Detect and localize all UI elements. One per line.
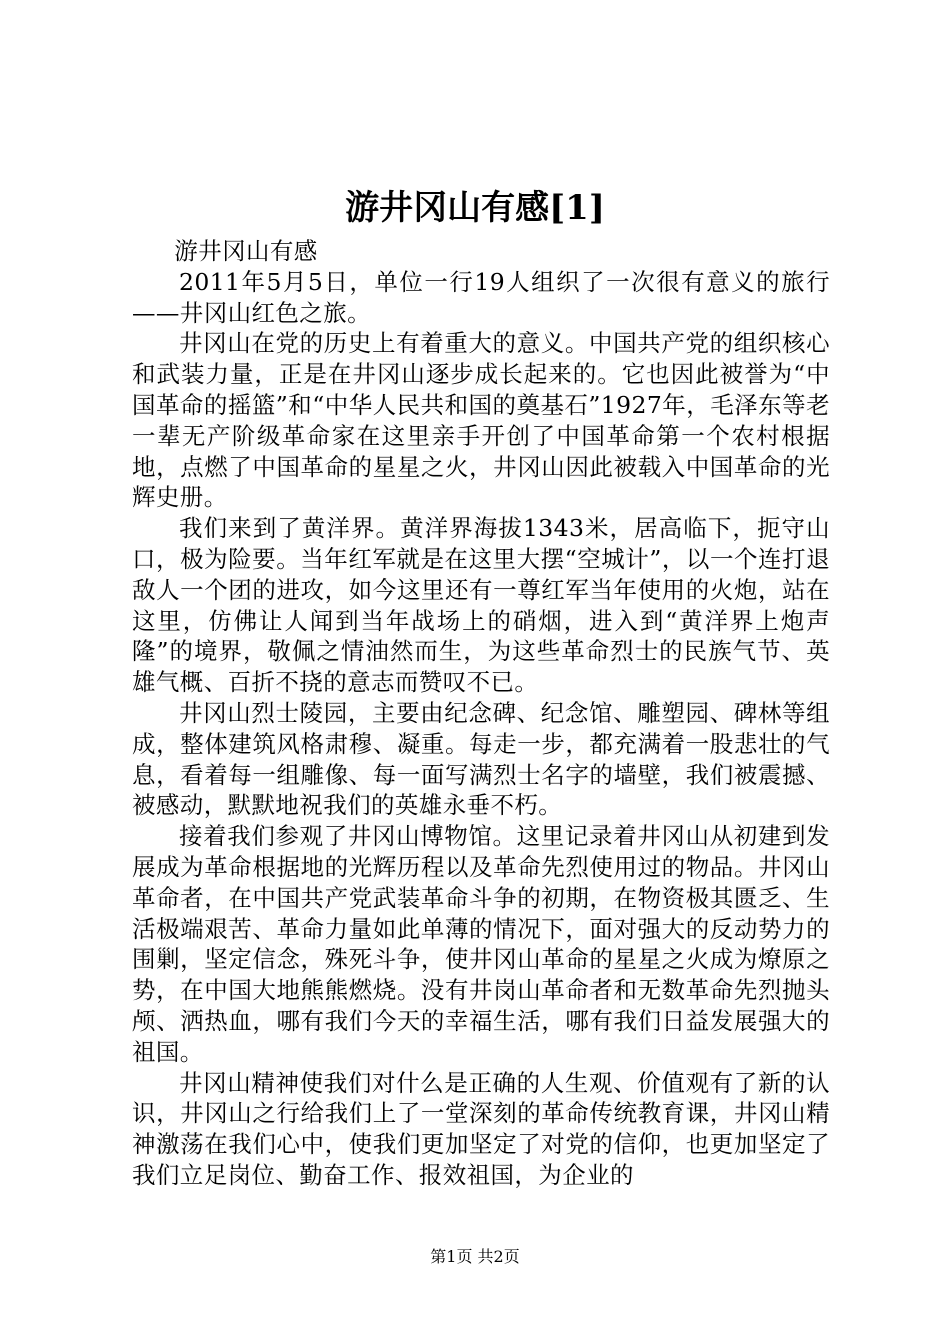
paragraph-museum: 接着我们参观了井冈山博物馆。这里记录着井冈山从初建到发展成为革命根据地的光辉历程以及革命先烈使用过的物品。井冈山革命者，在中国共产党武装革命斗争的初期，在物资极其匮乏、生活极端艰苦、革命力量如此单薄的情况下，面对强大的反动势力的围剿，坚定信念，殊死斗争，使井冈山革命的星星之火成为燎原之势，在中国大地熊熊燃烧。没有井岗山革命者和无数革命先烈抛头颅、洒热血，哪有我们今天的幸福生活，哪有我们日益发展强大的祖国。: [132, 822, 830, 1066]
paragraph-huangyangjie: 我们来到了黄洋界。黄洋界海拔1343米，居高临下，扼守山口，极为险要。当年红军就是在这里大摆“空城计”，以一个连打退敌人一个团的进攻，如今这里还有一尊红军当年使用的火炮，站在这里，仿佛让人闻到当年战场上的硝烟，进入到“黄洋界上炮声隆”的境界，敬佩之情油然而生，为这些革命烈士的民族气节、英雄气概、百折不挠的意志而赞叹不已。: [132, 514, 830, 697]
document-body: [132, 236, 830, 1191]
paragraph-martyrs-cemetery: 井冈山烈士陵园，主要由纪念碑、纪念馆、雕塑园、碑林等组成，整体建筑风格肃穆、凝重。每走一步，都充满着一股悲壮的气息，看着每一组雕像、每一面写满烈士名字的墙壁，我们被震撼、被感动，默默地祝我们的英雄永垂不朽。: [132, 698, 830, 820]
paragraph-jinggangshan-history: 井冈山在党的历史上有着重大的意义。中国共产党的组织核心和武装力量，正是在井冈山逐步成长起来的。它也因此被誉为“中国革命的摇篮”和“中华人民共和国的奠基石”1927年，毛泽东等老一辈无产阶级革命家在这里亲手开创了中国革命第一个农村根据地，点燃了中国革命的星星之火，井冈山因此被载入中国革命的光辉史册。: [132, 329, 830, 512]
paragraph-subtitle: 游井冈山有感: [174, 237, 318, 265]
paragraph-trip-intro: 2011年5月5日，单位一行19人组织了一次很有意义的旅行——井冈山红色之旅。: [132, 267, 830, 327]
document-title: 游井冈山有感[1]: [345, 188, 605, 228]
page-number-footer: 第1页 共2页: [430, 1247, 520, 1266]
paragraph-spirit: 井冈山精神使我们对什么是正确的人生观、价值观有了新的认识，井冈山之行给我们上了一堂深刻的革命传统教育课，井冈山精神激荡在我们心中，使我们更加坚定了对党的信仰，也更加坚定了我们立足岗位、勤奋工作、报效祖国，为企业的: [132, 1068, 830, 1189]
